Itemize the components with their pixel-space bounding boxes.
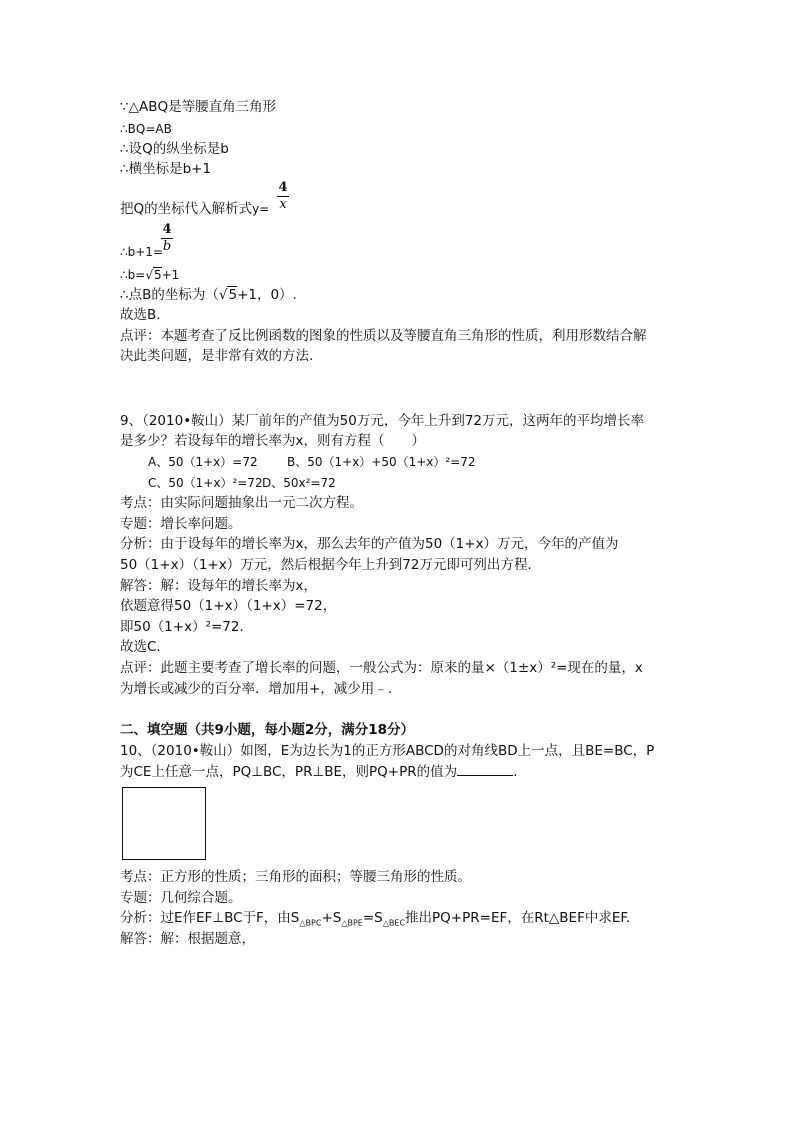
solution-line: ∴b+1= [120,245,163,259]
fenxi-text: =S [362,910,383,926]
solution-text: ∴b= [120,268,146,282]
answer-line: 故选B. [120,307,161,323]
question-stem: 是多少？若设每年的增长率为x，则有方程（ ） [120,433,425,449]
fraction-4-over-b [161,223,173,253]
sqrt-symbol: √5 [218,287,238,303]
fenxi-text: +S [321,910,342,926]
fraction-numerator: 4 [278,180,288,195]
comment-line: 点评：本题考查了反比例函数的图象的性质以及等腰直角三角形的性质，利用形数结合解 [120,328,647,344]
fenxi-text: 分析：过E作EF⊥BC于F，由S [120,910,300,926]
solution-line [120,266,179,285]
fraction-denominator: b [162,239,172,254]
subscript: △BPE [341,918,363,928]
fenxi-line: 50（1+x）（1+x）万元，然后根据今年上升到72万元即可列出方程. [120,557,532,573]
subscript: △BEC [382,918,406,928]
solution-text: +1，0）. [237,287,297,303]
kaodian-line: 考点：由实际问题抽象出一元二次方程。 [120,495,363,511]
solution-text: ∴点B的坐标为（ [120,287,219,303]
answer-blank [457,763,513,776]
section-heading: 二、填空题（共9小题，每小题2分，满分18分） [120,722,415,738]
fenxi-line: 分析：由于设每年的增长率为x，那么去年的产值为50（1+x）万元，今年的产值为 [120,536,619,552]
zhuanti-line: 专题：增长率问题。 [120,516,242,532]
comment-line: 为增长或减少的百分率．增加用+，减少用﹣. [120,681,393,697]
square-figure [122,787,206,860]
fraction-4-over-x [277,181,289,211]
radicand: 5 [153,268,162,282]
solution-line: ∴横坐标是b+1 [120,161,212,177]
solution-line: ∵△ABQ是等腰直角三角形 [120,99,277,115]
solution-text: +1 [161,268,180,282]
fenxi-text: 推出PQ+PR=EF，在Rt△BEF中求EF. [405,910,631,926]
question-stem: 9、（2010•鞍山）某厂前年的产值为50万元，今年上升到72万元，这两年的平均增长率 [120,413,645,429]
question-stem [120,763,517,782]
solution-line: ∴BQ=AB [120,122,172,136]
radicand: 5 [228,287,238,303]
comment-line: 决此类问题，是非常有效的方法. [120,348,314,364]
zhuanti-line: 专题：几何综合题。 [120,890,242,906]
formula-y: y= [252,202,270,216]
question-stem: 10、（2010•鞍山）如图，E为边长为1的正方形ABCD的对角线BD上一点，且BE=BC，P [120,743,655,759]
solution-line [120,200,269,219]
jieda-line: 解答：解：根据题意， [120,931,255,947]
solution-line: ∴设Q的纵坐标是b [120,141,229,157]
jieda-line: 解答：解：设每年的增长率为x， [120,578,317,594]
question-text: 为CE上任意一点，PQ⊥BC，PR⊥BE，则PQ+PR的值为 [120,764,458,780]
solution-line [120,286,297,305]
jieda-line: 依题意得50（1+x）（1+x）=72， [120,598,337,614]
question-text: . [513,764,518,780]
fraction-denominator: x [279,197,287,212]
option-d: D、50x²=72 [262,476,336,490]
option-b: B、50（1+x）+50（1+x）²=72 [287,455,476,469]
option-c: C、50（1+x）²=72 [148,476,263,490]
kaodian-line: 考点：正方形的性质；三角形的面积；等腰三角形的性质。 [120,869,471,885]
fraction-numerator: 4 [162,222,172,237]
comment-line: 点评：此题主要考查了增长率的问题，一般公式为：原来的量×（1±x）²=现在的量，x [120,660,643,676]
sqrt-symbol: √5 [145,268,162,282]
jieda-line: 即50（1+x）²=72. [120,619,244,635]
subscript: △BPC [299,918,322,928]
solution-text: 把Q的坐标代入解析式 [120,201,253,217]
option-a: A、50（1+x）=72 [148,455,258,469]
answer-line: 故选C. [120,639,161,655]
